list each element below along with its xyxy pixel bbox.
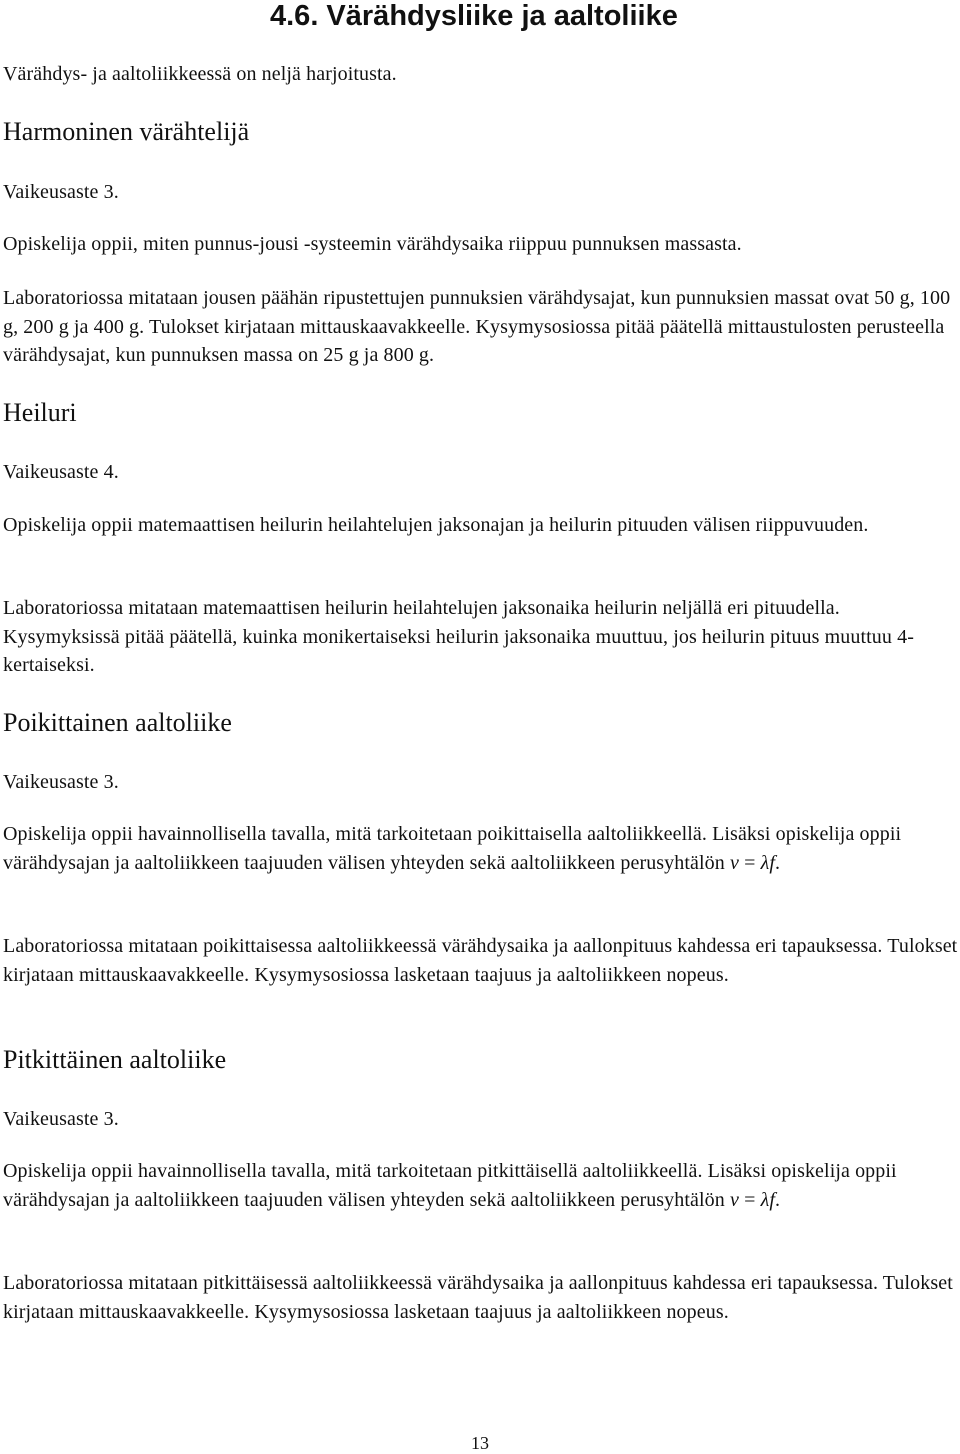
- section-difficulty-poikittainen: Vaikeusaste 3.: [3, 771, 119, 793]
- equation-v: v: [729, 851, 739, 874]
- section-paragraph: Opiskelija oppii, miten punnus-jousi -systeemin värähdysaika riippuu punnuksen massasta.: [3, 233, 742, 255]
- section-heading-poikittainen: Poikittainen aaltoliike: [3, 708, 232, 737]
- equation-f: f: [769, 1188, 775, 1211]
- chapter-title: 4.6. Värähdysliike ja aaltoliike: [270, 0, 678, 32]
- equation-equals: =: [738, 1188, 761, 1211]
- paragraph-text: Opiskelija oppii havainnollisella tavalla, mitä tarkoitetaan poikittaisella aaltoliikkeellä. Lisäksi opiskelija oppii värähdysajan ja aaltoliikkeen taajuuden välisen yhteyden sekä aaltoliikkeen perusyhtälön: [3, 823, 902, 874]
- section-difficulty-harmoninen: Vaikeusaste 3.: [3, 181, 119, 203]
- equation-period: .: [775, 851, 781, 874]
- section-difficulty-pitkittainen: Vaikeusaste 3.: [3, 1108, 119, 1130]
- section-paragraph: [3, 1157, 958, 1214]
- equation-v: v: [729, 1188, 739, 1211]
- equation-equals: =: [738, 851, 761, 874]
- section-heading-pitkittainen: Pitkittäinen aaltoliike: [3, 1045, 227, 1074]
- section-paragraph: Laboratoriossa mitataan matemaattisen heilurin heilahtelujen jaksonaika heilurin neljällä eri pituudella. Kysymyksissä pitää päätellä, kuinka monikertaiseksi heilurin jaksonaika muuttuu, jos heilurin pituus muuttuu 4-kertaiseksi.: [3, 597, 914, 676]
- section-paragraph: Laboratoriossa mitataan pitkittäisessä aaltoliikkeessä värähdysaika ja aallonpituus kahdessa eri tapauksessa. Tulokset kirjataan mittauskaavakkeelle. Kysymysosiossa lasketaan taajuus ja aaltoliikkeen nopeus.: [3, 1272, 953, 1323]
- section-paragraph: Laboratoriossa mitataan poikittaisessa aaltoliikkeessä värähdysaika ja aallonpituus kahdessa eri tapauksessa. Tulokset kirjataan mittauskaavakkeelle. Kysymysosiossa lasketaan taajuus ja aaltoliikkeen nopeus.: [3, 935, 958, 986]
- intro-text: Värähdys- ja aaltoliikkeessä on neljä harjoitusta.: [3, 63, 397, 85]
- section-difficulty-heiluri: Vaikeusaste 4.: [3, 461, 119, 483]
- equation-lambda: λ: [760, 851, 770, 874]
- section-paragraph: Laboratoriossa mitataan jousen päähän ripustettujen punnuksien värähdysajat, kun punnuksien massat ovat 50 g, 100 g, 200 g ja 400 g. Tulokset kirjataan mittauskaavakkeelle. Kysymysosiossa pitää päätellä mittaustulosten perusteella värähdysajat, kun punnuksen massa on 25 g ja 800 g.: [3, 287, 951, 366]
- page-number: 13: [471, 1433, 489, 1453]
- section-heading-heiluri: Heiluri: [3, 398, 77, 427]
- equation-lambda: λ: [760, 1188, 770, 1211]
- equation-f: f: [769, 851, 775, 874]
- section-paragraph: Opiskelija oppii matemaattisen heilurin heilahtelujen jaksonajan ja heilurin pituuden välisen riippuvuuden.: [3, 514, 869, 536]
- section-paragraph: [3, 820, 958, 877]
- section-heading-harmoninen: Harmoninen värähtelijä: [3, 117, 250, 146]
- equation-period: .: [775, 1188, 781, 1211]
- paragraph-text: Opiskelija oppii havainnollisella tavalla, mitä tarkoitetaan pitkittäisellä aaltoliikkeellä. Lisäksi opiskelija oppii värähdysajan ja aaltoliikkeen taajuuden välisen yhteyden sekä aaltoliikkeen perusyhtälön: [3, 1160, 897, 1211]
